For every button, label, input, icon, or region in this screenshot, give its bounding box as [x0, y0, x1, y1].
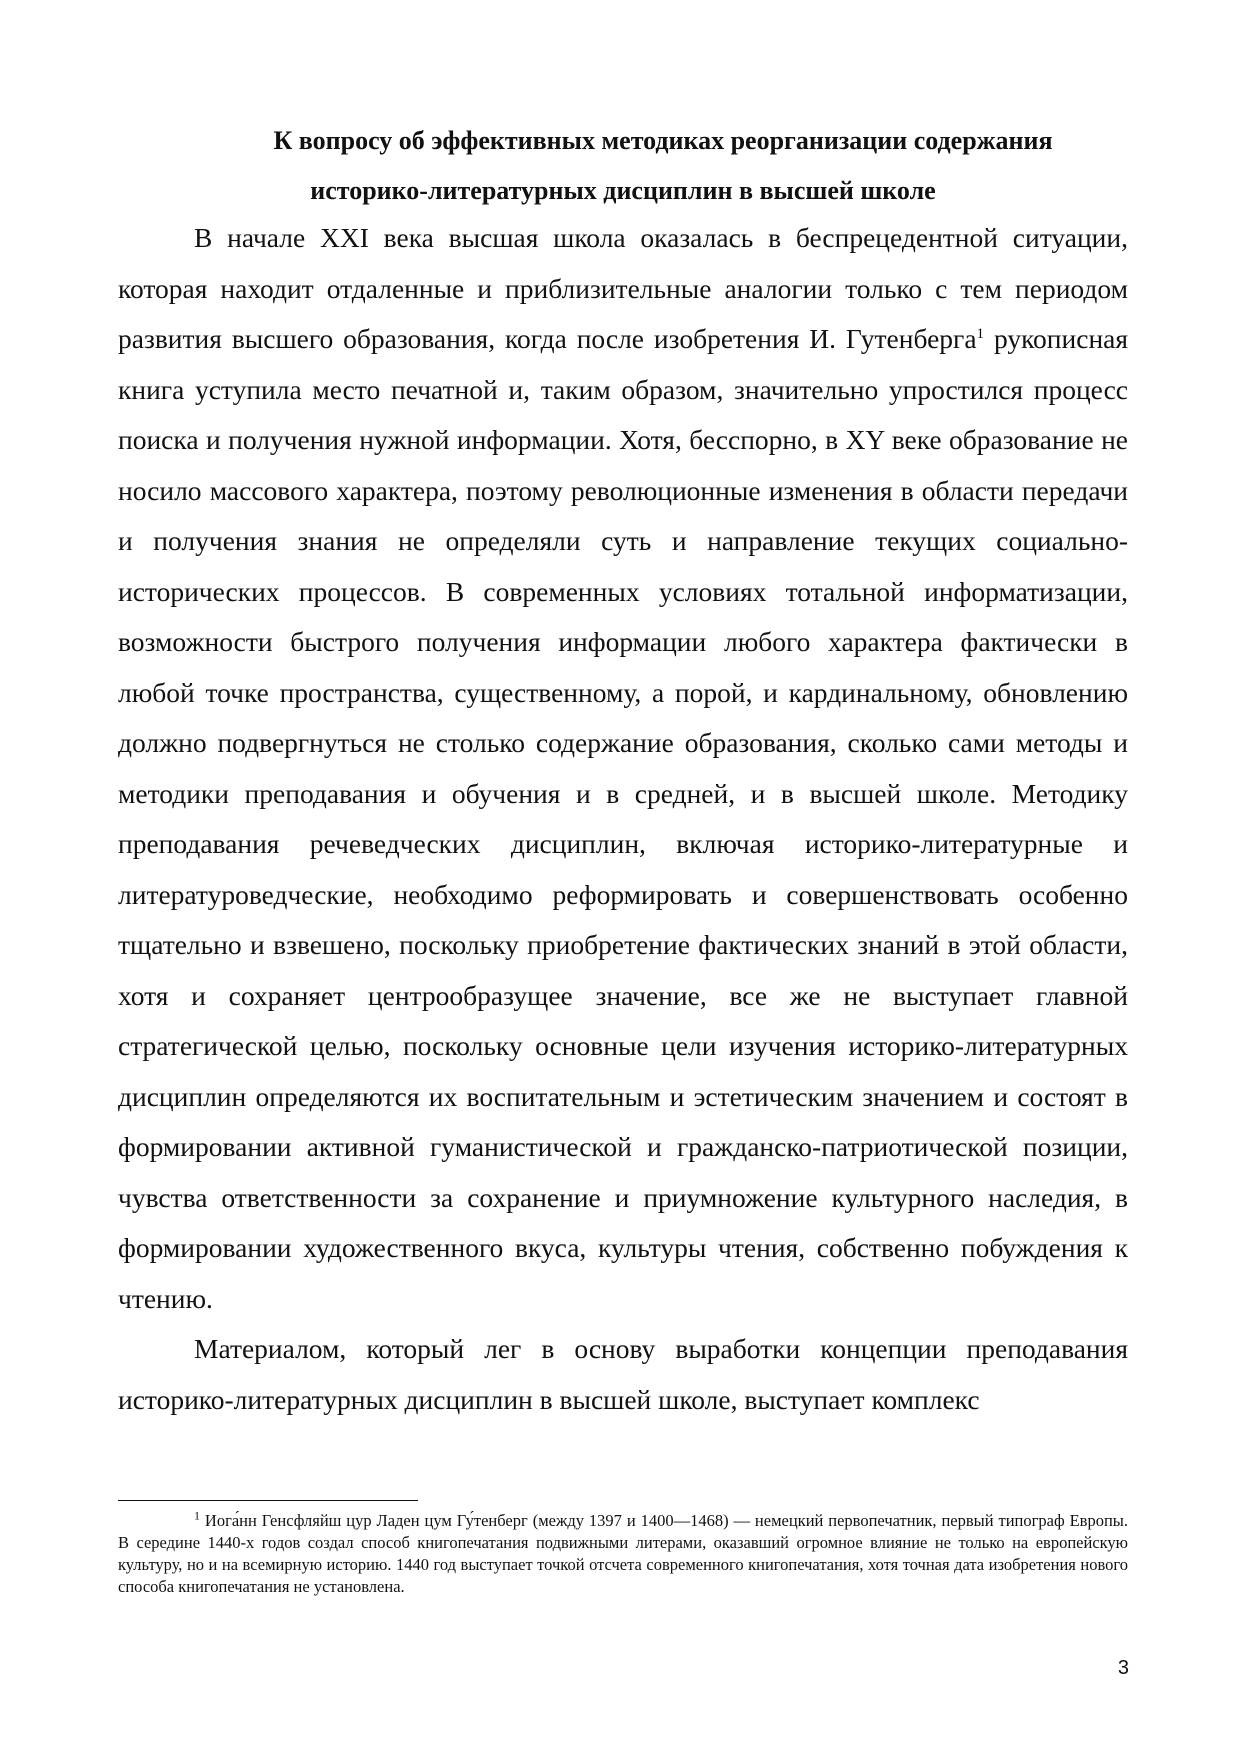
paragraph-1 [118, 213, 1128, 1324]
page-title [118, 116, 1128, 216]
footnote-number: 1 [194, 1508, 200, 1523]
page-number: 3 [1117, 1657, 1129, 1679]
paragraph-1-text-start: В начале XXI века высшая школа оказалась в беспрецедентной ситуации, которая находит отдаленные и приблизительные аналогии только с тем периодом развития высшего образования, когда после изобретения И. Гутенберга [118, 222, 1128, 354]
footnote-separator [118, 1500, 418, 1501]
footnote [118, 1510, 1128, 1598]
title-line-1: К вопросу об эффективных методиках реорганизации содержания [273, 126, 1053, 155]
body-text [118, 213, 1128, 1425]
title-line-2: историко-литературных дисциплин в высшей школе [310, 176, 936, 205]
footnote-text: Иога́нн Генсфляйш цур Ладен цум Гу́тенберг (между 1397 и 1400—1468) — немецкий первопечатник, первый типограф Европы. В середине 1440-х годов создал способ книгопечатания подвижными литерами, оказавший огромное влияние не только на европейскую культуру, но и на всемирную историю. 1440 год выступает точкой отсчета современного книгопечатания, хотя точная дата изобретения нового способа книгопечатания не установлена. [118, 1511, 1128, 1596]
paragraph-1-text-end: рукописная книга уступила место печатной и, таким образом, значительно упростился процесс поиска и получения нужной информации. Хотя, бесспорно, в XY веке образование не носило массового характера, поэтому революционные изменения в области передачи и получения знания не определяли суть и направление текущих социально-исторических процессов. В современных условиях тотальной информатизации, возможности быстрого получения информации любого характера фактически в любой точке пространства, существенному, а порой, и кардинальному, обновлению должно подвергнуться не столько содержание образования, сколько сами методы и методики преподавания и обучения и в средней, и в высшей школе. Методику преподавания речеведческих дисциплин, включая историко-литературные и литературоведческие, необходимо реформировать и совершенствовать особенно тщательно и взвешено, поскольку приобретение фактических знаний в этой области, хотя и сохраняет центрообразущее значение, все же не выступает главной стратегической целью, поскольку основные цели изучения историко-литературных дисциплин определяются их воспитательным и эстетическим значением и состоят в формировании активной гуманистической и гражданско-патриотической позиции, чувства ответственности за сохранение и приумножение культурного наследия, в формировании художественного вкуса, культуры чтения, собственно побуждения к чтению. [118, 323, 1129, 1314]
footnote-reference[interactable]: 1 [976, 325, 985, 342]
paragraph-2: Материалом, который лег в основу выработки концепции преподавания историко-литературных дисциплин в высшей школе, выступает комплекс [118, 1333, 1128, 1415]
